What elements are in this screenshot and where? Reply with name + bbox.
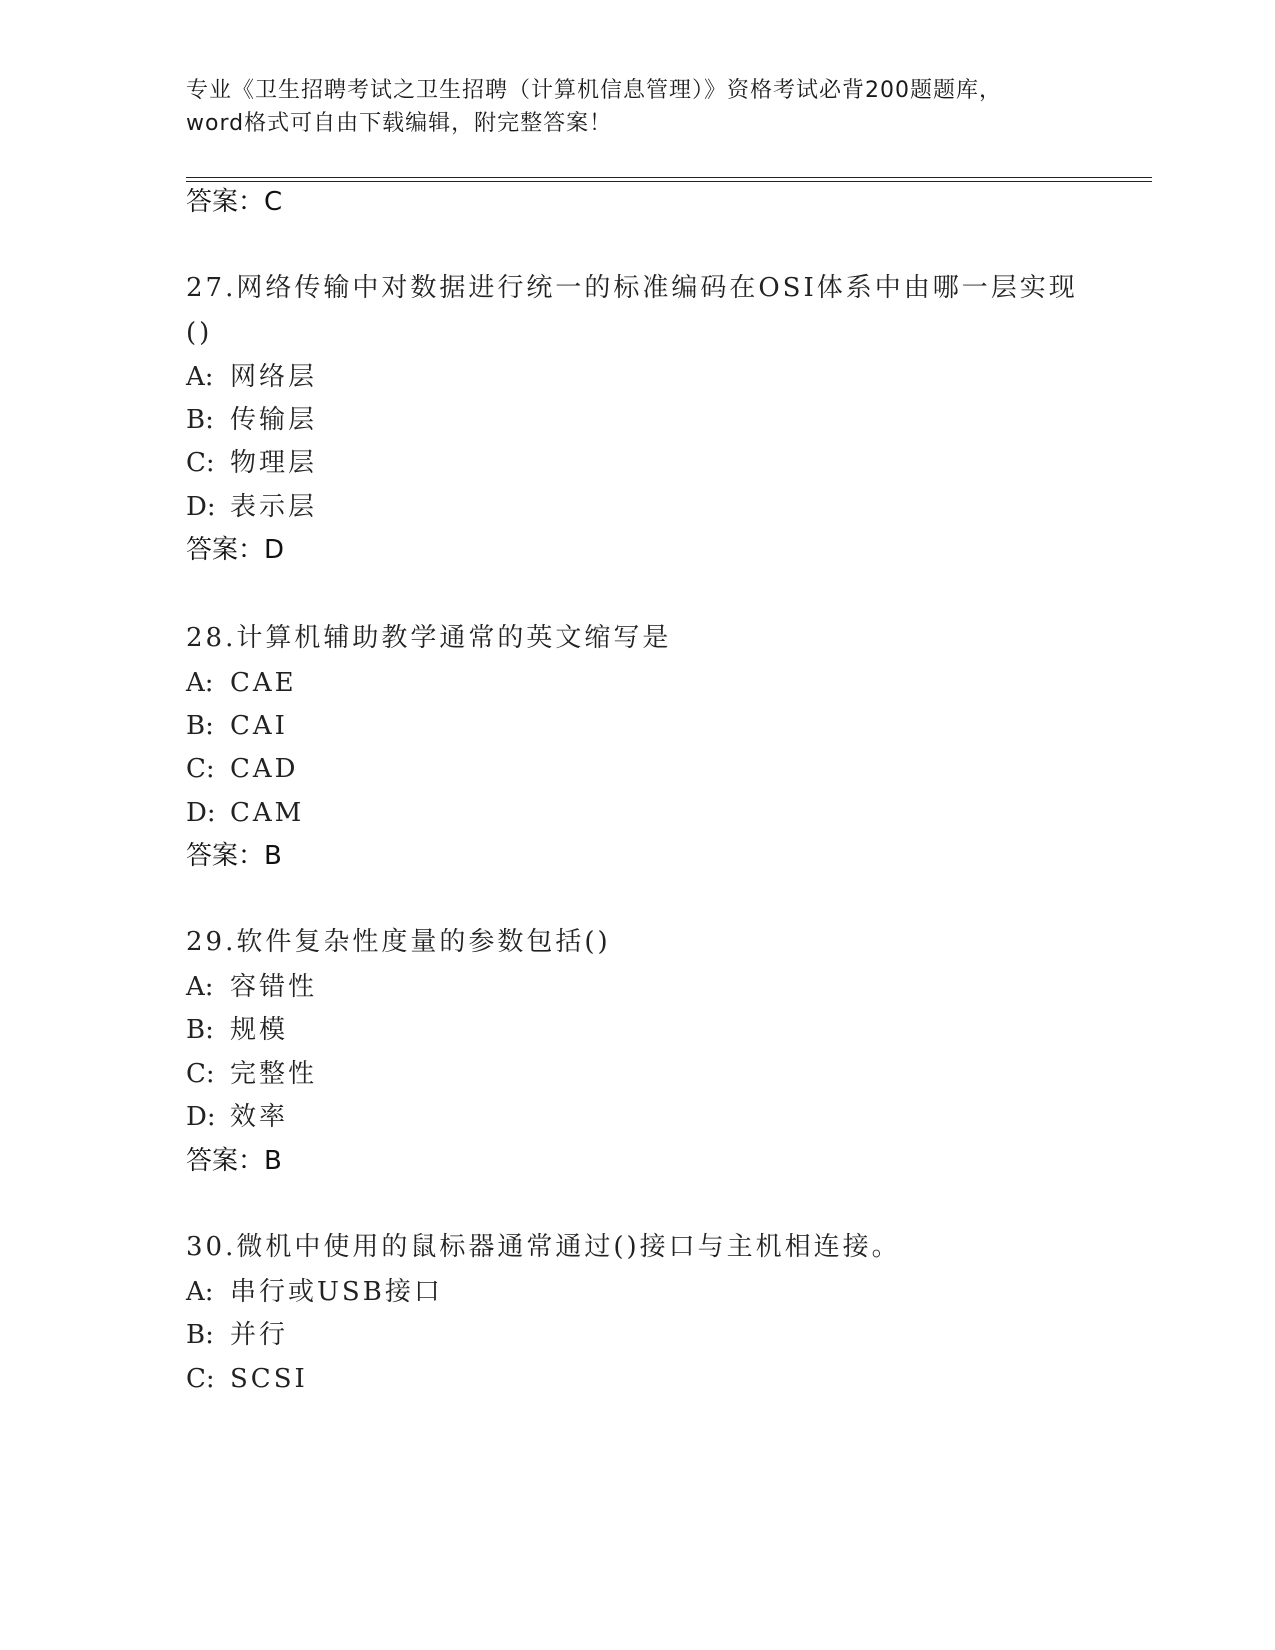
answer-label: 答案：B xyxy=(186,1146,282,1176)
option-d xyxy=(186,797,304,829)
option-key: D: xyxy=(186,492,216,522)
option-text: CAE xyxy=(230,668,297,698)
option-key: B: xyxy=(186,1015,214,1045)
option-c xyxy=(186,1363,308,1395)
option-text: CAI xyxy=(230,711,288,741)
option-key: C: xyxy=(186,754,215,784)
option-b xyxy=(186,404,317,436)
option-key: B: xyxy=(186,711,214,741)
option-text: CAD xyxy=(230,754,299,784)
option-text: SCSI xyxy=(230,1364,308,1394)
option-b xyxy=(186,710,288,742)
option-b xyxy=(186,1319,288,1351)
header-divider xyxy=(186,177,1152,182)
question-text: 29.软件复杂性度量的参数包括() xyxy=(186,927,611,957)
option-b xyxy=(186,1014,288,1046)
option-text: 传输层 xyxy=(230,405,318,435)
option-text: 规模 xyxy=(230,1015,289,1045)
option-a xyxy=(186,971,317,1003)
option-d xyxy=(186,491,317,523)
option-text: 容错性 xyxy=(230,972,318,1002)
option-a xyxy=(186,361,317,393)
question-text: 28.计算机辅助教学通常的英文缩写是 xyxy=(186,623,672,653)
question-text: 30.微机中使用的鼠标器通常通过()接口与主机相连接。 xyxy=(186,1232,901,1262)
header-title-line: 专业《卫生招聘考试之卫生招聘（计算机信息管理）》资格考试必背200题题库， xyxy=(186,78,1002,103)
option-key: B: xyxy=(186,1320,214,1350)
question-text: 27.网络传输中对数据进行统一的标准编码在OSI体系中由哪一层实现() xyxy=(186,273,1078,348)
option-key: A: xyxy=(186,668,214,698)
option-text: 物理层 xyxy=(230,448,318,478)
option-key: D: xyxy=(186,798,216,828)
answer-label: 答案：B xyxy=(186,841,282,871)
option-d xyxy=(186,1101,288,1133)
option-key: C: xyxy=(186,1059,215,1089)
option-text: 串行或USB接口 xyxy=(230,1277,443,1307)
option-key: A: xyxy=(186,362,214,392)
option-text: 效率 xyxy=(230,1102,289,1132)
option-text: 并行 xyxy=(230,1320,289,1350)
option-key: A: xyxy=(186,1277,214,1307)
option-text: 完整性 xyxy=(230,1059,318,1089)
option-c xyxy=(186,753,299,785)
option-key: B: xyxy=(186,405,214,435)
option-c xyxy=(186,447,317,479)
option-key: C: xyxy=(186,448,215,478)
answer-label: 答案：D xyxy=(186,535,285,565)
option-c xyxy=(186,1058,317,1090)
option-text: 网络层 xyxy=(230,362,318,392)
header-subtitle-line: word格式可自由下载编辑，附完整答案！ xyxy=(186,111,613,136)
option-key: D: xyxy=(186,1102,216,1132)
option-a xyxy=(186,667,297,699)
option-key: A: xyxy=(186,972,214,1002)
answer-label: 答案：C xyxy=(186,187,283,217)
document-header xyxy=(186,74,1066,140)
option-a xyxy=(186,1276,443,1308)
option-key: C: xyxy=(186,1364,215,1394)
option-text: CAM xyxy=(230,798,305,828)
option-text: 表示层 xyxy=(230,492,318,522)
